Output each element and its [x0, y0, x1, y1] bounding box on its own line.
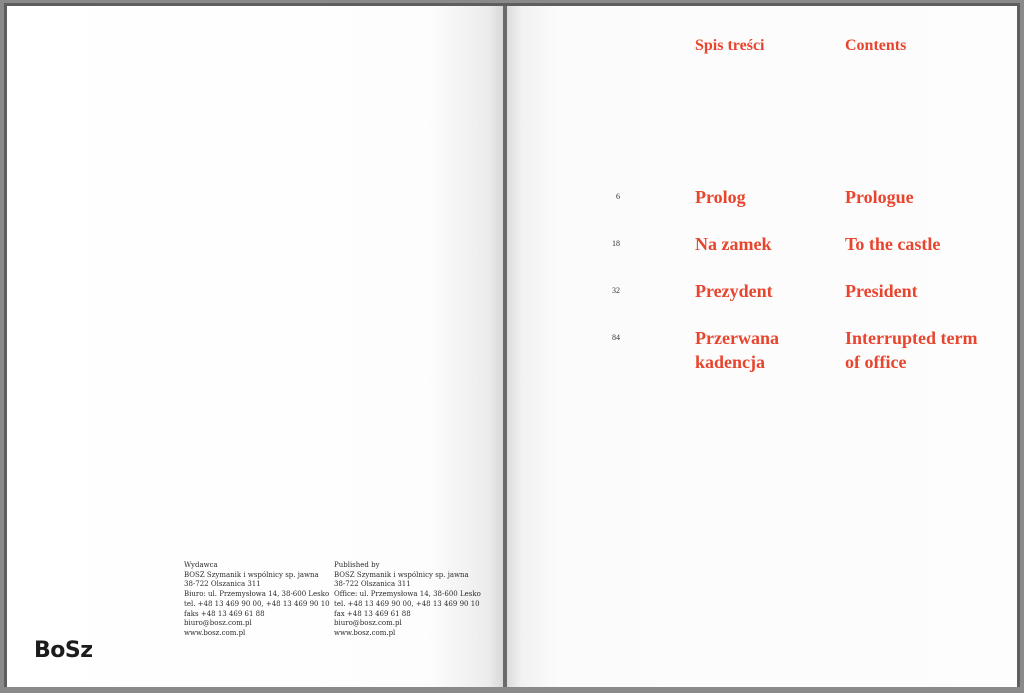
toc-title-polish: Na zamek	[695, 234, 772, 254]
imprint-line: BOSZ Szymanik i wspólnicy sp. jawna	[184, 570, 319, 579]
imprint-line: Biuro: ul. Przemysłowa 14, 38-600 Lesko	[184, 590, 330, 599]
toc-page-number: 6	[616, 192, 620, 201]
imprint-english	[334, 561, 481, 639]
imprint-polish	[184, 561, 330, 639]
imprint-line: biuro@bosz.com.pl	[334, 619, 402, 628]
toc-title-english: President	[845, 281, 918, 301]
imprint-line: tel. +48 13 469 90 00, +48 13 469 90 10	[184, 599, 330, 608]
imprint-line: www.bosz.com.pl	[184, 628, 246, 637]
toc-title-polish: Przerwana kadencja	[695, 328, 779, 372]
toc-page-number: 84	[612, 333, 620, 342]
imprint-line: www.bosz.com.pl	[334, 628, 396, 637]
imprint-line: BOSZ Szymanik i wspólnicy sp. jawna	[334, 570, 469, 579]
toc-page-number: 18	[612, 239, 620, 248]
toc-heading-polish: Spis treści	[695, 37, 765, 54]
toc-title-polish: Prolog	[695, 187, 746, 207]
imprint-line: fax +48 13 469 61 88	[334, 609, 411, 618]
imprint-line: 38-722 Olszanica 311	[184, 580, 261, 589]
toc-heading-english: Contents	[845, 37, 907, 54]
publisher-logo: BoSz	[34, 638, 93, 663]
toc-title-english: Interrupted term of office	[845, 328, 978, 372]
imprint-line: 38-722 Olszanica 311	[334, 580, 411, 589]
toc-page-number: 32	[612, 286, 620, 295]
imprint-line: Wydawca	[184, 561, 218, 569]
imprint-line: Published by	[334, 561, 380, 569]
toc-title-polish: Prezydent	[695, 281, 773, 301]
imprint-line: faks +48 13 469 61 88	[184, 609, 265, 618]
toc-title-english: Prologue	[845, 187, 914, 207]
toc-title-english: To the castle	[845, 234, 941, 254]
imprint-line: biuro@bosz.com.pl	[184, 619, 252, 628]
imprint-line: Office: ul. Przemysłowa 14, 38-600 Lesko	[334, 590, 481, 599]
imprint-line: tel. +48 13 469 90 00, +48 13 469 90 10	[334, 599, 480, 608]
